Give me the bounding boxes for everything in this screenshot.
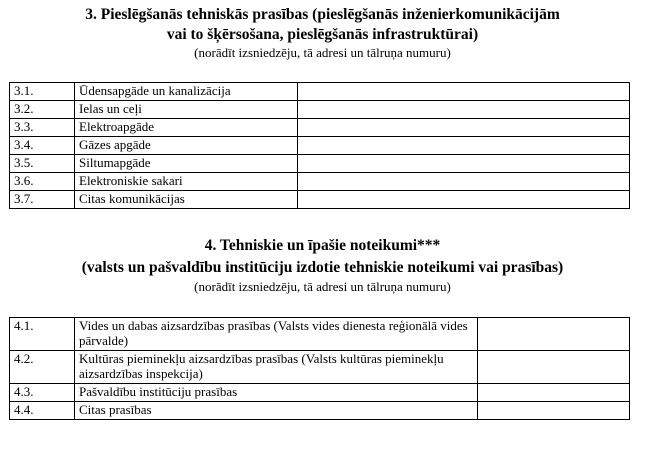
row-value-field[interactable] — [478, 384, 630, 402]
row-number: 3.7. — [10, 191, 75, 209]
row-value-field[interactable] — [478, 318, 630, 351]
row-value-field[interactable] — [298, 155, 630, 173]
row-number: 3.6. — [10, 173, 75, 191]
row-value-field[interactable] — [298, 119, 630, 137]
row-label: Elektroniskie sakari — [75, 173, 298, 191]
section-3-table — [9, 82, 630, 209]
row-label: Kultūras pieminekļu aizsardzības prasības (Valsts kultūras pieminekļu aizsardzības inspekcija) — [75, 351, 478, 384]
row-number: 4.2. — [10, 351, 75, 384]
row-value-field[interactable] — [298, 83, 630, 101]
table-row — [10, 173, 630, 191]
row-label: Siltumapgāde — [75, 155, 298, 173]
row-label: Gāzes apgāde — [75, 137, 298, 155]
row-value-field[interactable] — [298, 191, 630, 209]
section-4-note: (norādīt izsniedzēju, tā adresi un tālruņa numuru) — [194, 279, 451, 294]
row-label: Citas komunikācijas — [75, 191, 298, 209]
row-number: 3.5. — [10, 155, 75, 173]
row-value-field[interactable] — [478, 351, 630, 384]
section-4-title-line-1: 4. Tehniskie un īpašie noteikumi*** — [204, 237, 441, 254]
row-label: Vides un dabas aizsardzības prasības (Valsts vides dienesta reģionālā vides pārvalde) — [75, 318, 478, 351]
table-row — [10, 318, 630, 351]
row-label: Citas prasības — [75, 402, 478, 420]
section-4-title-line-2: (valsts un pašvaldību institūciju izdotie tehniskie noteikumi vai prasības) — [81, 259, 564, 276]
row-value-field[interactable] — [298, 101, 630, 119]
row-label: Ielas un ceļi — [75, 101, 298, 119]
row-value-field[interactable] — [298, 137, 630, 155]
row-value-field[interactable] — [298, 173, 630, 191]
table-row — [10, 83, 630, 101]
section-3-title-line-2: vai to šķērsošana, pieslēgšanās infrastruktūrai) — [166, 26, 479, 43]
section-3-note: (norādīt izsniedzēju, tā adresi un tālruņa numuru) — [194, 45, 451, 60]
table-row — [10, 137, 630, 155]
row-label: Elektroapgāde — [75, 119, 298, 137]
row-label: Ūdensapgāde un kanalizācija — [75, 83, 298, 101]
section-4-table — [9, 317, 630, 420]
row-number: 3.4. — [10, 137, 75, 155]
row-number: 4.3. — [10, 384, 75, 402]
row-number: 4.1. — [10, 318, 75, 351]
table-row — [10, 402, 630, 420]
row-number: 3.3. — [10, 119, 75, 137]
row-label: Pašvaldību institūciju prasības — [75, 384, 478, 402]
table-row — [10, 384, 630, 402]
row-number: 3.2. — [10, 101, 75, 119]
row-number: 4.4. — [10, 402, 75, 420]
row-value-field[interactable] — [478, 402, 630, 420]
section-3-title-line-1: 3. Pieslēgšanās tehniskās prasības (pieslēgšanās inženierkomunikācijām — [85, 6, 560, 23]
row-number: 3.1. — [10, 83, 75, 101]
table-row — [10, 191, 630, 209]
table-row — [10, 155, 630, 173]
table-row — [10, 119, 630, 137]
table-row — [10, 101, 630, 119]
table-row — [10, 351, 630, 384]
